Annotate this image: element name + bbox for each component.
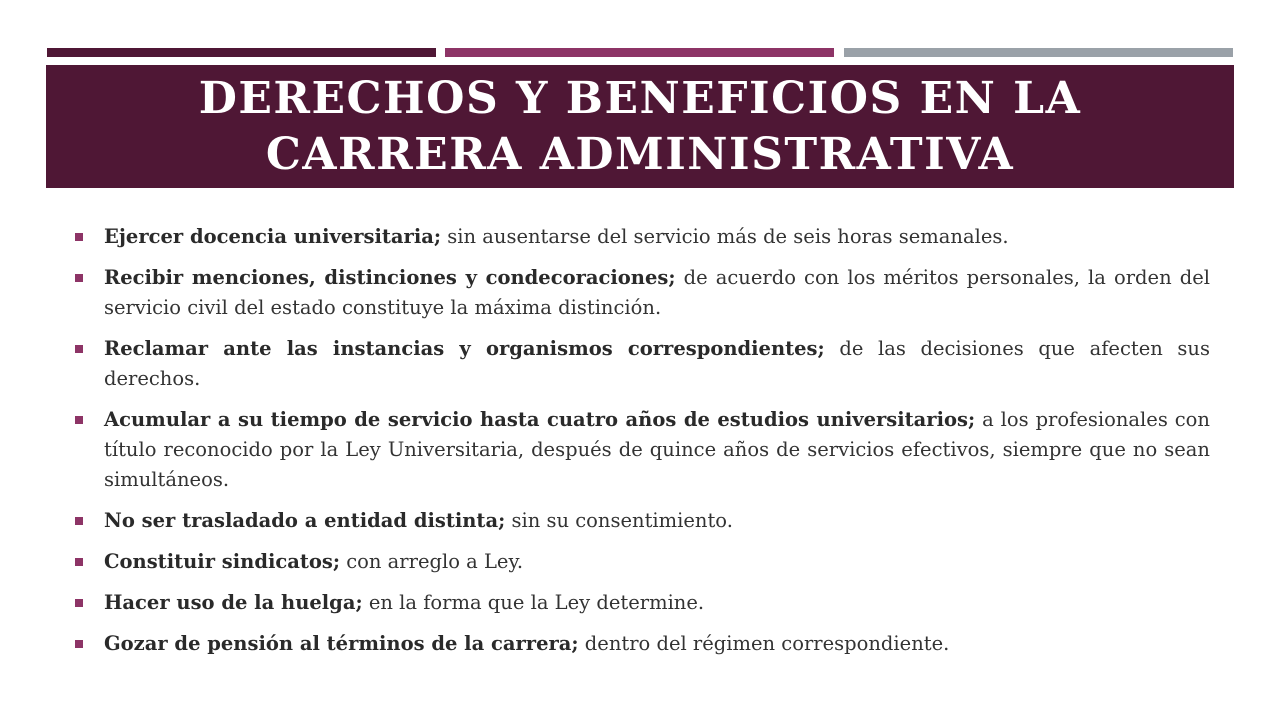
bullet-text: dentro del régimen correspondiente. <box>578 632 950 655</box>
accent-bar-magenta <box>445 48 834 57</box>
bullet-text: sin su consentimiento. <box>505 509 733 532</box>
bullet-text: de las decisiones que afecten sus derechos. <box>104 337 1210 390</box>
square-bullet-icon <box>75 274 83 282</box>
list-item <box>75 405 1210 495</box>
slide-title-line-1: DERECHOS Y BENEFICIOS EN LA <box>198 72 1082 124</box>
list-item <box>75 547 1210 577</box>
list-item <box>75 588 1210 618</box>
bullet-heading: Hacer uso de la huelga; <box>104 591 363 614</box>
slide-title-line-2: CARRERA ADMINISTRATIVA <box>265 128 1015 180</box>
list-item <box>75 506 1210 536</box>
bullet-list <box>75 222 1210 670</box>
bullet-heading: Gozar de pensión al términos de la carrera; <box>104 632 579 655</box>
square-bullet-icon <box>75 640 83 648</box>
list-item <box>75 222 1210 252</box>
bullet-heading: Acumular a su tiempo de servicio hasta cuatro años de estudios universitarios; <box>104 408 976 431</box>
accent-bar-gray <box>844 48 1233 57</box>
square-bullet-icon <box>75 599 83 607</box>
bullet-heading: Reclamar ante las instancias y organismos correspondientes; <box>104 337 825 360</box>
accent-bar-dark <box>47 48 436 57</box>
list-item <box>75 263 1210 323</box>
slide-title <box>199 71 1082 183</box>
bullet-heading: No ser trasladado a entidad distinta; <box>104 509 506 532</box>
title-band <box>46 65 1234 188</box>
bullet-heading: Ejercer docencia universitaria; <box>104 225 442 248</box>
list-item <box>75 334 1210 394</box>
bullet-heading: Constituir sindicatos; <box>104 550 341 573</box>
bullet-text: sin ausentarse del servicio más de seis horas semanales. <box>441 225 1009 248</box>
bullet-text: en la forma que la Ley determine. <box>362 591 705 614</box>
bullet-text: con arreglo a Ley. <box>340 550 524 573</box>
square-bullet-icon <box>75 558 83 566</box>
bullet-text: a los profesionales con título reconocido por la Ley Universitaria, después de quince años de servicios efectivos, siempre que no sean simultáneos. <box>104 408 1210 491</box>
bullet-text: de acuerdo con los méritos personales, la orden del servicio civil del estado constituye la máxima distinción. <box>104 266 1210 319</box>
list-item <box>75 629 1210 659</box>
square-bullet-icon <box>75 416 83 424</box>
square-bullet-icon <box>75 517 83 525</box>
bullet-heading: Recibir menciones, distinciones y condecoraciones; <box>104 266 676 289</box>
square-bullet-icon <box>75 233 83 241</box>
square-bullet-icon <box>75 345 83 353</box>
